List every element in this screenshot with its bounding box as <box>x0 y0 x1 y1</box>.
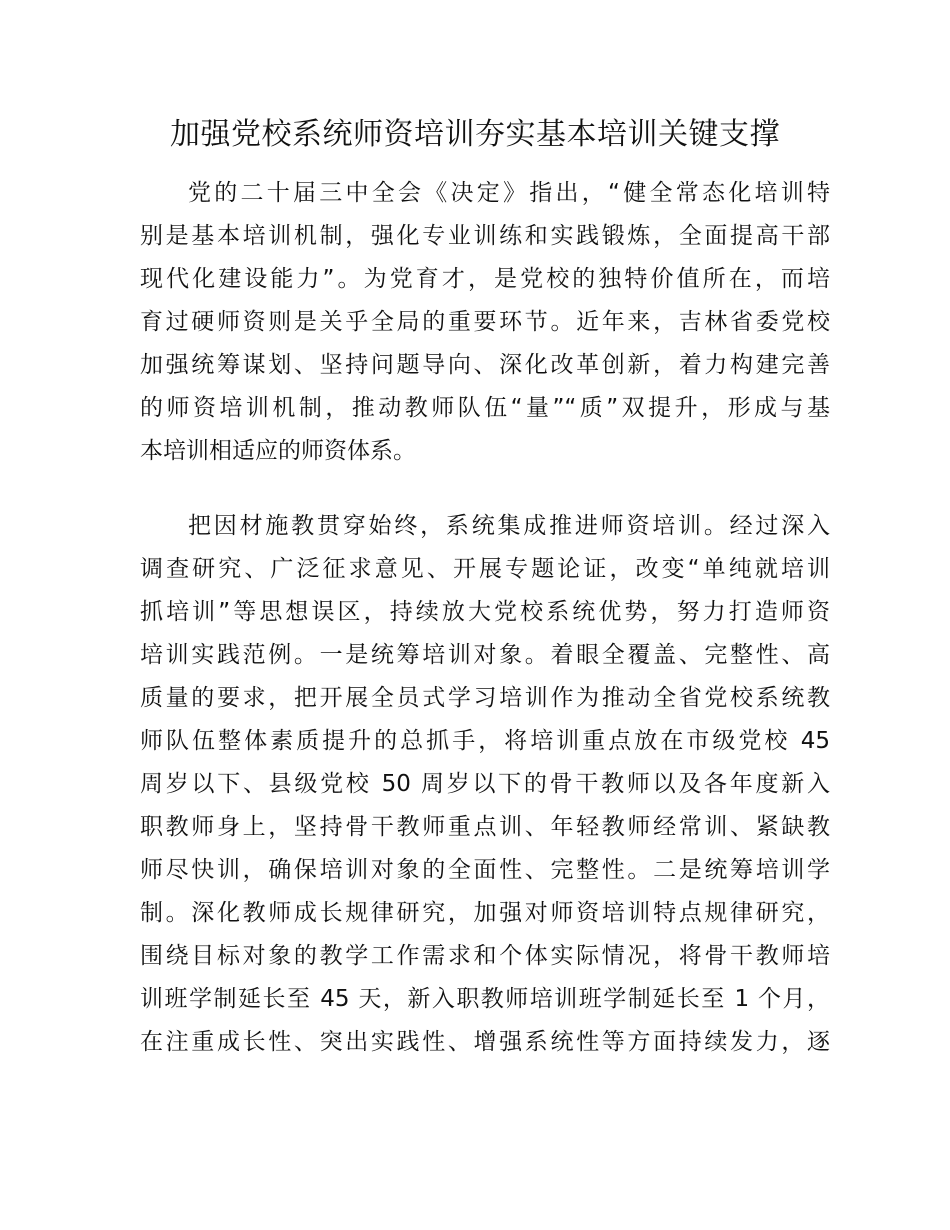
paragraph-1 <box>140 172 830 473</box>
paragraph-line: 党的二十届三中全会《决定》指出，“健全常态化培训特 <box>188 180 830 206</box>
document-body <box>140 172 830 1064</box>
paragraph-line: 围绕目标对象的教学工作需求和个体实际情况，将骨干教师培 <box>140 943 830 969</box>
paragraph-line: 加强统筹谋划、坚持问题导向、深化改革创新，着力构建完善 <box>140 352 830 378</box>
paragraph-line: 职教师身上，坚持骨干教师重点训、年轻教师经常训、紧缺教 <box>140 814 830 840</box>
paragraph-line: 现代化建设能力”。为党育才，是党校的独特价值所在，而培 <box>140 266 830 292</box>
paragraph-line: 师尽快训，确保培训对象的全面性、完整性。二是统筹培训学 <box>140 857 830 883</box>
paragraph-line: 调查研究、广泛征求意见、开展专题论证，改变“单纯就培训 <box>140 556 830 582</box>
paragraph-2 <box>140 505 830 1064</box>
paragraph-line: 制。深化教师成长规律研究，加强对师资培训特点规律研究， <box>140 900 830 926</box>
paragraph-line: 育过硬师资则是关乎全局的重要环节。近年来，吉林省委党校 <box>140 309 830 335</box>
paragraph-line: 质量的要求，把开展全员式学习培训作为推动全省党校系统教 <box>140 685 830 711</box>
paragraph-line: 周岁以下、县级党校 50 周岁以下的骨干教师以及各年度新入 <box>140 771 830 797</box>
paragraph-line: 本培训相适应的师资体系。 <box>140 438 416 464</box>
document-title: 加强党校系统师资培训夯实基本培训关键支撑 <box>170 117 780 152</box>
paragraph-line: 师队伍整体素质提升的总抓手，将培训重点放在市级党校 45 <box>140 728 830 754</box>
paragraph-line: 在注重成长性、突出实践性、增强系统性等方面持续发力，逐 <box>140 1029 830 1055</box>
paragraph-line: 的师资培训机制，推动教师队伍“量”“质”双提升，形成与基 <box>140 395 830 421</box>
paragraph-spacer <box>140 473 830 505</box>
paragraph-line: 把因材施教贯穿始终，系统集成推进师资培训。经过深入 <box>188 513 830 539</box>
paragraph-line: 培训实践范例。一是统筹培训对象。着眼全覆盖、完整性、高 <box>140 642 830 668</box>
paragraph-line: 抓培训”等思想误区，持续放大党校系统优势，努力打造师资 <box>140 599 830 625</box>
paragraph-line: 训班学制延长至 45 天，新入职教师培训班学制延长至 1 个月， <box>140 986 830 1012</box>
paragraph-line: 别是基本培训机制，强化专业训练和实践锻炼，全面提高干部 <box>140 223 830 249</box>
